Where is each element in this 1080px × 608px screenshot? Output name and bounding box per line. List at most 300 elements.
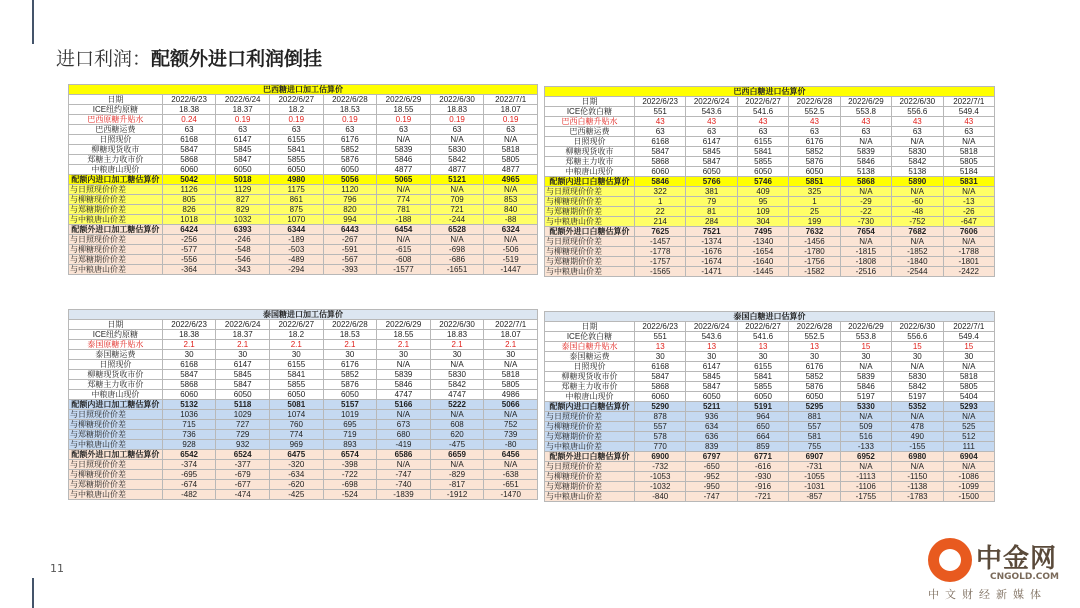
table-row xyxy=(545,402,995,412)
row-value: -548 xyxy=(216,245,270,255)
row-value: N/A xyxy=(377,360,431,370)
row-label: 与柳糖现价价差 xyxy=(69,420,163,430)
row-label: 日照现价 xyxy=(69,135,163,145)
row-value: 5852 xyxy=(789,372,840,382)
row-value: 5876 xyxy=(789,157,840,167)
row-value: 5845 xyxy=(686,147,737,157)
row-value: 6050 xyxy=(269,165,323,175)
row-label: 与郑糖期价价差 xyxy=(69,255,163,265)
row-value: 5847 xyxy=(686,157,737,167)
table-row xyxy=(545,107,995,117)
row-value: 18.55 xyxy=(377,330,431,340)
row-value: 30 xyxy=(323,350,377,360)
row-value: -916 xyxy=(737,482,788,492)
row-value: 5839 xyxy=(377,370,431,380)
header-date-label: 日期 xyxy=(545,322,635,332)
row-value: -679 xyxy=(216,470,270,480)
row-value: 878 xyxy=(635,412,686,422)
row-value: -1801 xyxy=(943,257,994,267)
row-label: 与中粮唐山价差 xyxy=(545,217,635,227)
table-title: 巴西糖进口加工估算价 xyxy=(69,85,538,95)
watermark-logo-icon xyxy=(928,538,972,582)
row-value: 6147 xyxy=(216,135,270,145)
row-value: 5847 xyxy=(162,145,216,155)
row-value: N/A xyxy=(892,462,943,472)
header-date: 2022/6/27 xyxy=(737,322,788,332)
row-value: 7632 xyxy=(789,227,840,237)
table-row xyxy=(545,372,995,382)
row-label: 柳糖现货收市 xyxy=(545,147,635,157)
table-row xyxy=(69,350,538,360)
row-value: 6659 xyxy=(430,450,484,460)
row-label: 配额外进口加工糖估算价 xyxy=(69,225,163,235)
header-date: 2022/7/1 xyxy=(943,322,994,332)
row-value: 5855 xyxy=(737,382,788,392)
row-label: 与郑糖期价价差 xyxy=(69,205,163,215)
row-value: -616 xyxy=(737,462,788,472)
row-value: 6155 xyxy=(269,135,323,145)
row-value: 0.19 xyxy=(484,115,538,125)
row-value: 727 xyxy=(216,420,270,430)
row-value: N/A xyxy=(840,412,891,422)
row-value: 553.8 xyxy=(840,107,891,117)
row-value: -1839 xyxy=(377,490,431,500)
row-value: -840 xyxy=(635,492,686,502)
row-value: 760 xyxy=(269,420,323,430)
row-value: 1 xyxy=(635,197,686,207)
row-value: 5846 xyxy=(840,157,891,167)
table-row xyxy=(545,177,995,187)
table-row xyxy=(545,482,995,492)
row-value: 5081 xyxy=(269,400,323,410)
row-value: 875 xyxy=(269,205,323,215)
row-value: N/A xyxy=(943,412,994,422)
row-value: -747 xyxy=(377,470,431,480)
header-date: 2022/6/30 xyxy=(430,320,484,330)
row-value: 6050 xyxy=(686,392,737,402)
row-value: -615 xyxy=(377,245,431,255)
row-value: 6147 xyxy=(686,137,737,147)
row-value: 736 xyxy=(162,430,216,440)
row-label: 郑糖主力收市价 xyxy=(69,380,163,390)
row-value: 199 xyxy=(789,217,840,227)
row-value: 5818 xyxy=(943,372,994,382)
row-label: 配额内进口白糖估算价 xyxy=(545,177,635,187)
header-date: 2022/7/1 xyxy=(484,320,538,330)
row-value: 0.19 xyxy=(377,115,431,125)
row-value: 6168 xyxy=(635,137,686,147)
row-value: 549.4 xyxy=(943,107,994,117)
row-value: -1676 xyxy=(686,247,737,257)
row-value: 5847 xyxy=(216,155,270,165)
row-label: 配额外进口白糖估算价 xyxy=(545,452,635,462)
row-value: 63 xyxy=(323,125,377,135)
row-value: -1032 xyxy=(635,482,686,492)
row-value: -620 xyxy=(269,480,323,490)
table-row xyxy=(545,422,995,432)
row-value: 43 xyxy=(789,117,840,127)
row-value: 5805 xyxy=(484,380,538,390)
header-date: 2022/6/29 xyxy=(377,95,431,105)
row-value: 13 xyxy=(686,342,737,352)
row-value: -1654 xyxy=(737,247,788,257)
row-value: 6344 xyxy=(269,225,323,235)
watermark xyxy=(918,532,1078,608)
table-row xyxy=(545,157,995,167)
table-row xyxy=(69,440,538,450)
row-value: 6424 xyxy=(162,225,216,235)
row-value: -740 xyxy=(377,480,431,490)
row-value: 5852 xyxy=(323,145,377,155)
row-value: N/A xyxy=(484,410,538,420)
row-value: -677 xyxy=(216,480,270,490)
row-value: 6443 xyxy=(323,225,377,235)
row-label: 柳糖现货收市价 xyxy=(69,370,163,380)
row-value: 680 xyxy=(377,430,431,440)
table-row xyxy=(545,352,995,362)
row-value: 729 xyxy=(216,430,270,440)
header-date: 2022/6/28 xyxy=(789,322,840,332)
table-row xyxy=(545,392,995,402)
row-value: 30 xyxy=(840,352,891,362)
table-row xyxy=(545,462,995,472)
row-value: 7495 xyxy=(737,227,788,237)
row-value: 5845 xyxy=(216,145,270,155)
table-row xyxy=(69,115,538,125)
row-value: -731 xyxy=(789,462,840,472)
row-value: -930 xyxy=(737,472,788,482)
table-header-row xyxy=(69,320,538,330)
row-value: 30 xyxy=(162,350,216,360)
row-value: 5138 xyxy=(892,167,943,177)
row-value: -1780 xyxy=(789,247,840,257)
header-date: 2022/6/29 xyxy=(840,97,891,107)
row-value: -674 xyxy=(162,480,216,490)
row-value: 81 xyxy=(686,207,737,217)
row-label: 与日照现价价差 xyxy=(69,185,163,195)
row-value: 490 xyxy=(892,432,943,442)
row-value: 6952 xyxy=(840,452,891,462)
row-value: 543.6 xyxy=(686,107,737,117)
table-row xyxy=(69,490,538,500)
row-value: 5839 xyxy=(840,372,891,382)
table-row xyxy=(69,480,538,490)
row-value: N/A xyxy=(840,237,891,247)
header-date: 2022/7/1 xyxy=(484,95,538,105)
table-row xyxy=(69,105,538,115)
row-value: N/A xyxy=(484,185,538,195)
row-label: 中粮唐山现价 xyxy=(69,390,163,400)
row-value: 6155 xyxy=(269,360,323,370)
row-value: N/A xyxy=(943,187,994,197)
row-value: 5841 xyxy=(269,145,323,155)
row-value: -829 xyxy=(430,470,484,480)
row-value: -1815 xyxy=(840,247,891,257)
row-value: 18.83 xyxy=(430,330,484,340)
row-value: 381 xyxy=(686,187,737,197)
row-value: 4877 xyxy=(430,165,484,175)
row-value: 5121 xyxy=(430,175,484,185)
row-value: -1788 xyxy=(943,247,994,257)
row-value: 30 xyxy=(216,350,270,360)
row-value: 18.38 xyxy=(162,330,216,340)
row-value: -686 xyxy=(430,255,484,265)
row-value: -60 xyxy=(892,197,943,207)
row-value: -155 xyxy=(892,442,943,452)
row-value: 994 xyxy=(323,215,377,225)
row-value: 5831 xyxy=(943,177,994,187)
row-label: 与郑糖期价价差 xyxy=(545,257,635,267)
row-value: -1808 xyxy=(840,257,891,267)
table-row xyxy=(69,380,538,390)
table-row xyxy=(545,452,995,462)
row-value: 43 xyxy=(943,117,994,127)
row-value: -246 xyxy=(216,235,270,245)
row-value: N/A xyxy=(484,235,538,245)
row-value: 15 xyxy=(892,342,943,352)
row-value: 6050 xyxy=(789,392,840,402)
row-label: 与中粮唐山价差 xyxy=(69,215,163,225)
row-label: 郑糖主力收市 xyxy=(545,157,635,167)
row-value: 30 xyxy=(484,350,538,360)
row-value: -1651 xyxy=(430,265,484,275)
table-row xyxy=(69,370,538,380)
row-value: 1126 xyxy=(162,185,216,195)
table-row xyxy=(69,420,538,430)
row-value: 43 xyxy=(737,117,788,127)
row-value: 673 xyxy=(377,420,431,430)
header-date: 2022/6/27 xyxy=(269,95,323,105)
row-value: -343 xyxy=(216,265,270,275)
row-value: N/A xyxy=(430,410,484,420)
row-value: 853 xyxy=(484,195,538,205)
row-value: -256 xyxy=(162,235,216,245)
header-date: 2022/6/27 xyxy=(269,320,323,330)
row-value: N/A xyxy=(484,460,538,470)
watermark-name: 中金网 xyxy=(976,544,1058,574)
table-title-row xyxy=(545,87,995,97)
row-value: 5132 xyxy=(162,400,216,410)
row-value: -80 xyxy=(484,440,538,450)
row-value: 5868 xyxy=(162,380,216,390)
row-label: 与郑糖期价价差 xyxy=(545,432,635,442)
row-value: 6176 xyxy=(323,135,377,145)
row-value: 30 xyxy=(430,350,484,360)
row-value: -1340 xyxy=(737,237,788,247)
row-value: 15 xyxy=(943,342,994,352)
row-value: 5839 xyxy=(840,147,891,157)
row-label: 与柳糖现价价差 xyxy=(69,245,163,255)
row-value: 2.1 xyxy=(323,340,377,350)
row-value: 6050 xyxy=(737,167,788,177)
row-value: 13 xyxy=(737,342,788,352)
row-value: -698 xyxy=(430,245,484,255)
header-date: 2022/6/24 xyxy=(686,322,737,332)
row-value: 5868 xyxy=(162,155,216,165)
row-value: 304 xyxy=(737,217,788,227)
row-value: 6060 xyxy=(635,392,686,402)
row-value: 509 xyxy=(840,422,891,432)
row-value: N/A xyxy=(840,462,891,472)
row-value: 6050 xyxy=(269,390,323,400)
row-value: 13 xyxy=(789,342,840,352)
row-label: ICE伦敦白糖 xyxy=(545,107,635,117)
row-value: 5352 xyxy=(892,402,943,412)
table-row xyxy=(545,187,995,197)
row-value: 409 xyxy=(737,187,788,197)
row-value: 1029 xyxy=(216,410,270,420)
table-row xyxy=(69,410,538,420)
row-value: N/A xyxy=(943,462,994,472)
row-value: -1471 xyxy=(686,267,737,277)
row-value: 6168 xyxy=(635,362,686,372)
row-value: 634 xyxy=(686,422,737,432)
row-label: 日照现价 xyxy=(545,137,635,147)
row-value: -474 xyxy=(216,490,270,500)
row-value: 5847 xyxy=(216,380,270,390)
row-value: 820 xyxy=(323,205,377,215)
row-label: 泰国糖运费 xyxy=(69,350,163,360)
row-value: 6176 xyxy=(789,362,840,372)
row-value: 2.1 xyxy=(162,340,216,350)
row-value: 719 xyxy=(323,430,377,440)
row-value: 5818 xyxy=(484,145,538,155)
row-value: 63 xyxy=(635,127,686,137)
row-value: -608 xyxy=(377,255,431,265)
table-row xyxy=(69,205,538,215)
row-value: 4965 xyxy=(484,175,538,185)
table-row xyxy=(545,492,995,502)
row-value: 5876 xyxy=(323,155,377,165)
footer-accent-bar xyxy=(32,578,34,608)
header-date: 2022/6/30 xyxy=(430,95,484,105)
row-label: 郑糖主力收市价 xyxy=(545,382,635,392)
table-row xyxy=(545,412,995,422)
title-prefix: 进口利润： xyxy=(56,48,152,70)
row-value: 2.1 xyxy=(430,340,484,350)
row-value: 6393 xyxy=(216,225,270,235)
row-value: 6907 xyxy=(789,452,840,462)
row-label: 郑糖主力收市价 xyxy=(69,155,163,165)
table-row xyxy=(69,225,538,235)
row-value: -489 xyxy=(269,255,323,265)
row-value: 5847 xyxy=(635,147,686,157)
row-value: 543.6 xyxy=(686,332,737,342)
row-value: -503 xyxy=(269,245,323,255)
table-row xyxy=(545,147,995,157)
table-row xyxy=(69,470,538,480)
table-row xyxy=(69,215,538,225)
row-value: 6454 xyxy=(377,225,431,235)
table-title: 泰国糖进口加工估算价 xyxy=(69,310,538,320)
row-value: 620 xyxy=(430,430,484,440)
row-label: 与中粮唐山价差 xyxy=(69,440,163,450)
row-value: 5404 xyxy=(943,392,994,402)
row-label: 与日照现价价差 xyxy=(545,462,635,472)
row-label: 与中粮唐山价差 xyxy=(69,490,163,500)
row-value: N/A xyxy=(892,362,943,372)
row-value: 6050 xyxy=(789,167,840,177)
row-label: 与中粮唐山价差 xyxy=(545,442,635,452)
row-value: 5157 xyxy=(323,400,377,410)
row-value: -1778 xyxy=(635,247,686,257)
row-value: 5847 xyxy=(635,372,686,382)
header-date: 2022/6/23 xyxy=(162,95,216,105)
row-value: -506 xyxy=(484,245,538,255)
row-value: 0.19 xyxy=(216,115,270,125)
row-value: 2.1 xyxy=(269,340,323,350)
table-thailand-white-sugar xyxy=(544,311,995,502)
row-label: 巴西原糖升贴水 xyxy=(69,115,163,125)
table-row xyxy=(69,155,538,165)
row-value: 4877 xyxy=(377,165,431,175)
row-value: 18.2 xyxy=(269,105,323,115)
row-value: 109 xyxy=(737,207,788,217)
row-label: 与日照现价价差 xyxy=(69,410,163,420)
row-value: 840 xyxy=(484,205,538,215)
table-row xyxy=(545,257,995,267)
row-value: -638 xyxy=(484,470,538,480)
row-value: 0.19 xyxy=(269,115,323,125)
table-row xyxy=(545,332,995,342)
row-value: N/A xyxy=(892,412,943,422)
row-value: -950 xyxy=(686,482,737,492)
row-value: -1374 xyxy=(686,237,737,247)
row-value: 581 xyxy=(789,432,840,442)
row-label: 泰国白糖升贴水 xyxy=(545,342,635,352)
row-value: 5330 xyxy=(840,402,891,412)
row-value: -393 xyxy=(323,265,377,275)
row-value: 5197 xyxy=(892,392,943,402)
row-value: 4877 xyxy=(484,165,538,175)
row-value: 6060 xyxy=(162,390,216,400)
table-row xyxy=(545,472,995,482)
row-value: 739 xyxy=(484,430,538,440)
row-value: -188 xyxy=(377,215,431,225)
row-label: 与中粮唐山价差 xyxy=(69,265,163,275)
watermark-tagline: 中文财经新媒体 xyxy=(928,588,1047,601)
table-row xyxy=(69,265,538,275)
row-value: 541.6 xyxy=(737,107,788,117)
row-value: 6050 xyxy=(737,392,788,402)
row-value: -857 xyxy=(789,492,840,502)
table-row xyxy=(69,360,538,370)
row-label: 配额外进口加工糖估算价 xyxy=(69,450,163,460)
table-row xyxy=(69,185,538,195)
row-label: 配额内进口白糖估算价 xyxy=(545,402,635,412)
row-value: -1150 xyxy=(892,472,943,482)
row-value: 5295 xyxy=(789,402,840,412)
header-date: 2022/6/24 xyxy=(216,95,270,105)
row-value: 6060 xyxy=(162,165,216,175)
table-row xyxy=(69,235,538,245)
row-value: 5847 xyxy=(162,370,216,380)
page-title xyxy=(56,44,322,71)
row-value: 30 xyxy=(686,352,737,362)
row-value: -651 xyxy=(484,480,538,490)
row-value: -1783 xyxy=(892,492,943,502)
row-label: 与郑糖期价价差 xyxy=(545,482,635,492)
row-value: -524 xyxy=(323,490,377,500)
row-value: 5830 xyxy=(892,372,943,382)
header-date: 2022/6/27 xyxy=(737,97,788,107)
row-value: 5184 xyxy=(943,167,994,177)
row-label: 配额内进口加工糖估算价 xyxy=(69,400,163,410)
row-value: 63 xyxy=(430,125,484,135)
row-value: N/A xyxy=(430,460,484,470)
table-row xyxy=(545,247,995,257)
table-row xyxy=(69,340,538,350)
